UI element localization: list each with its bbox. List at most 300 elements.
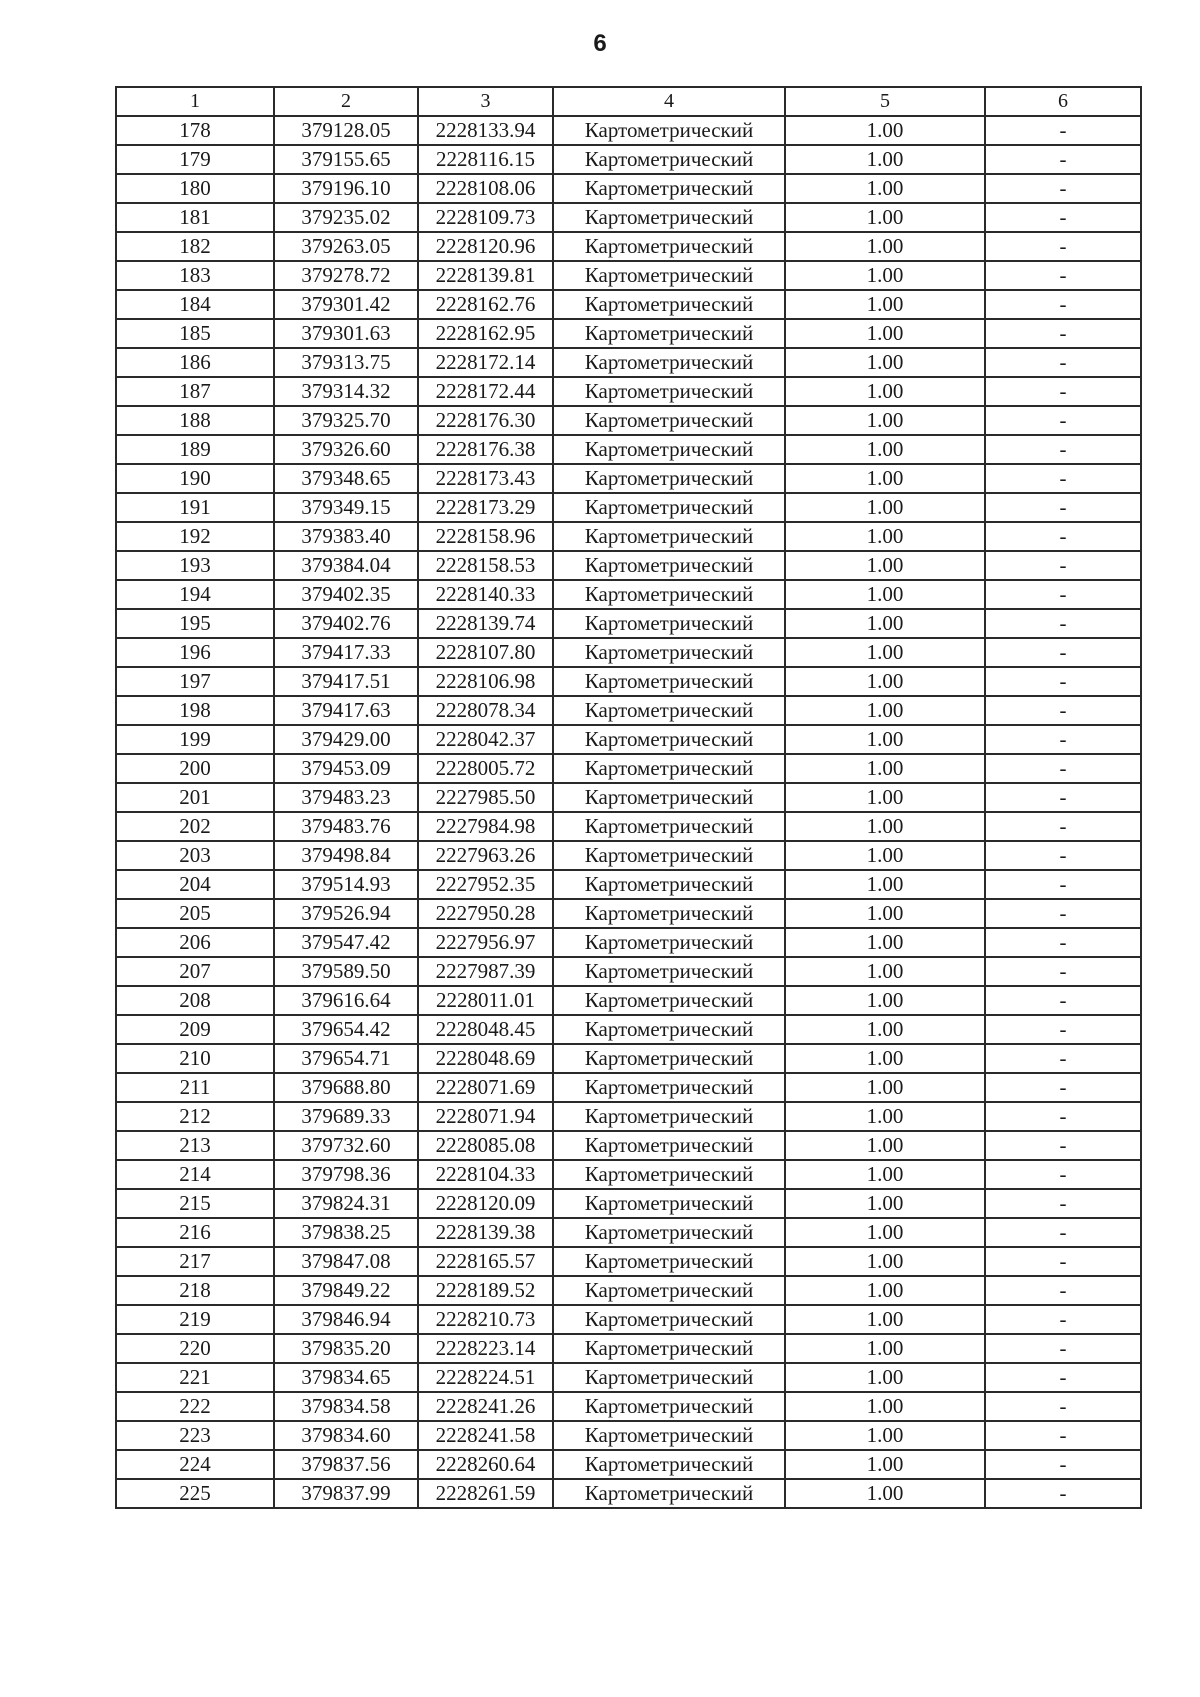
table-row <box>116 667 1141 696</box>
y-coordinate-cell: 2228078.34 <box>418 696 553 725</box>
x-coordinate-cell: 379453.09 <box>274 754 418 783</box>
x-coordinate-cell: 379417.51 <box>274 667 418 696</box>
method-cell: Картометрический <box>553 290 785 319</box>
y-coordinate-cell: 2228189.52 <box>418 1276 553 1305</box>
description-cell: - <box>985 348 1141 377</box>
x-coordinate-cell: 379498.84 <box>274 841 418 870</box>
accuracy-cell: 1.00 <box>785 986 985 1015</box>
point-number-cell: 198 <box>116 696 274 725</box>
method-cell: Картометрический <box>553 261 785 290</box>
x-coordinate-cell: 379834.58 <box>274 1392 418 1421</box>
y-coordinate-cell: 2228140.33 <box>418 580 553 609</box>
y-coordinate-cell: 2228011.01 <box>418 986 553 1015</box>
accuracy-cell: 1.00 <box>785 812 985 841</box>
description-cell: - <box>985 754 1141 783</box>
accuracy-cell: 1.00 <box>785 261 985 290</box>
method-cell: Картометрический <box>553 725 785 754</box>
table-row <box>116 261 1141 290</box>
accuracy-cell: 1.00 <box>785 290 985 319</box>
point-number-cell: 216 <box>116 1218 274 1247</box>
method-cell: Картометрический <box>553 435 785 464</box>
y-coordinate-cell: 2228162.76 <box>418 290 553 319</box>
description-cell: - <box>985 1421 1141 1450</box>
description-cell: - <box>985 493 1141 522</box>
y-coordinate-cell: 2228104.33 <box>418 1160 553 1189</box>
point-number-cell: 204 <box>116 870 274 899</box>
column-header: 3 <box>418 87 553 116</box>
description-cell: - <box>985 580 1141 609</box>
method-cell: Картометрический <box>553 1218 785 1247</box>
table-row <box>116 522 1141 551</box>
accuracy-cell: 1.00 <box>785 1276 985 1305</box>
y-coordinate-cell: 2228176.30 <box>418 406 553 435</box>
description-cell: - <box>985 783 1141 812</box>
description-cell: - <box>985 928 1141 957</box>
y-coordinate-cell: 2227952.35 <box>418 870 553 899</box>
table-row <box>116 1073 1141 1102</box>
table-row <box>116 1363 1141 1392</box>
x-coordinate-cell: 379417.33 <box>274 638 418 667</box>
point-number-cell: 185 <box>116 319 274 348</box>
description-cell: - <box>985 1015 1141 1044</box>
accuracy-cell: 1.00 <box>785 580 985 609</box>
table-row <box>116 899 1141 928</box>
accuracy-cell: 1.00 <box>785 522 985 551</box>
description-cell: - <box>985 725 1141 754</box>
description-cell: - <box>985 609 1141 638</box>
table-row <box>116 145 1141 174</box>
y-coordinate-cell: 2227963.26 <box>418 841 553 870</box>
column-header: 1 <box>116 87 274 116</box>
method-cell: Картометрический <box>553 812 785 841</box>
description-cell: - <box>985 1131 1141 1160</box>
method-cell: Картометрический <box>553 986 785 1015</box>
method-cell: Картометрический <box>553 1421 785 1450</box>
description-cell: - <box>985 1479 1141 1508</box>
accuracy-cell: 1.00 <box>785 725 985 754</box>
point-number-cell: 199 <box>116 725 274 754</box>
point-number-cell: 210 <box>116 1044 274 1073</box>
description-cell: - <box>985 899 1141 928</box>
method-cell: Картометрический <box>553 1247 785 1276</box>
description-cell: - <box>985 406 1141 435</box>
method-cell: Картометрический <box>553 841 785 870</box>
accuracy-cell: 1.00 <box>785 1247 985 1276</box>
point-number-cell: 225 <box>116 1479 274 1508</box>
table-row <box>116 1218 1141 1247</box>
method-cell: Картометрический <box>553 957 785 986</box>
accuracy-cell: 1.00 <box>785 1015 985 1044</box>
point-number-cell: 209 <box>116 1015 274 1044</box>
y-coordinate-cell: 2228173.43 <box>418 464 553 493</box>
table-row <box>116 1160 1141 1189</box>
point-number-cell: 221 <box>116 1363 274 1392</box>
method-cell: Картометрический <box>553 522 785 551</box>
y-coordinate-cell: 2228133.94 <box>418 116 553 145</box>
y-coordinate-cell: 2228005.72 <box>418 754 553 783</box>
y-coordinate-cell: 2228173.29 <box>418 493 553 522</box>
x-coordinate-cell: 379417.63 <box>274 696 418 725</box>
y-coordinate-cell: 2228210.73 <box>418 1305 553 1334</box>
point-number-cell: 213 <box>116 1131 274 1160</box>
point-number-cell: 190 <box>116 464 274 493</box>
y-coordinate-cell: 2228176.38 <box>418 435 553 464</box>
point-number-cell: 196 <box>116 638 274 667</box>
y-coordinate-cell: 2227956.97 <box>418 928 553 957</box>
method-cell: Картометрический <box>553 1392 785 1421</box>
y-coordinate-cell: 2228109.73 <box>418 203 553 232</box>
accuracy-cell: 1.00 <box>785 464 985 493</box>
accuracy-cell: 1.00 <box>785 203 985 232</box>
point-number-cell: 197 <box>116 667 274 696</box>
table-row <box>116 1334 1141 1363</box>
method-cell: Картометрический <box>553 1015 785 1044</box>
point-number-cell: 222 <box>116 1392 274 1421</box>
description-cell: - <box>985 1392 1141 1421</box>
x-coordinate-cell: 379402.35 <box>274 580 418 609</box>
x-coordinate-cell: 379689.33 <box>274 1102 418 1131</box>
table-row <box>116 1450 1141 1479</box>
x-coordinate-cell: 379325.70 <box>274 406 418 435</box>
point-number-cell: 215 <box>116 1189 274 1218</box>
table-row <box>116 290 1141 319</box>
description-cell: - <box>985 638 1141 667</box>
accuracy-cell: 1.00 <box>785 957 985 986</box>
x-coordinate-cell: 379654.42 <box>274 1015 418 1044</box>
method-cell: Картометрический <box>553 174 785 203</box>
description-cell: - <box>985 841 1141 870</box>
point-number-cell: 214 <box>116 1160 274 1189</box>
y-coordinate-cell: 2228172.14 <box>418 348 553 377</box>
description-cell: - <box>985 870 1141 899</box>
table-row <box>116 435 1141 464</box>
accuracy-cell: 1.00 <box>785 899 985 928</box>
table-row <box>116 1392 1141 1421</box>
description-cell: - <box>985 667 1141 696</box>
description-cell: - <box>985 232 1141 261</box>
accuracy-cell: 1.00 <box>785 1160 985 1189</box>
y-coordinate-cell: 2228116.15 <box>418 145 553 174</box>
method-cell: Картометрический <box>553 1479 785 1508</box>
y-coordinate-cell: 2227984.98 <box>418 812 553 841</box>
accuracy-cell: 1.00 <box>785 493 985 522</box>
x-coordinate-cell: 379835.20 <box>274 1334 418 1363</box>
x-coordinate-cell: 379402.76 <box>274 609 418 638</box>
x-coordinate-cell: 379847.08 <box>274 1247 418 1276</box>
y-coordinate-cell: 2228260.64 <box>418 1450 553 1479</box>
x-coordinate-cell: 379384.04 <box>274 551 418 580</box>
method-cell: Картометрический <box>553 493 785 522</box>
y-coordinate-cell: 2228048.45 <box>418 1015 553 1044</box>
accuracy-cell: 1.00 <box>785 667 985 696</box>
description-cell: - <box>985 464 1141 493</box>
description-cell: - <box>985 696 1141 725</box>
x-coordinate-cell: 379263.05 <box>274 232 418 261</box>
table-row <box>116 1189 1141 1218</box>
description-cell: - <box>985 812 1141 841</box>
method-cell: Картометрический <box>553 667 785 696</box>
y-coordinate-cell: 2228106.98 <box>418 667 553 696</box>
x-coordinate-cell: 379301.42 <box>274 290 418 319</box>
x-coordinate-cell: 379128.05 <box>274 116 418 145</box>
x-coordinate-cell: 379514.93 <box>274 870 418 899</box>
method-cell: Картометрический <box>553 580 785 609</box>
y-coordinate-cell: 2228241.58 <box>418 1421 553 1450</box>
point-number-cell: 182 <box>116 232 274 261</box>
description-cell: - <box>985 1450 1141 1479</box>
x-coordinate-cell: 379654.71 <box>274 1044 418 1073</box>
point-number-cell: 180 <box>116 174 274 203</box>
point-number-cell: 224 <box>116 1450 274 1479</box>
accuracy-cell: 1.00 <box>785 174 985 203</box>
table-row <box>116 1305 1141 1334</box>
y-coordinate-cell: 2228158.53 <box>418 551 553 580</box>
y-coordinate-cell: 2228139.74 <box>418 609 553 638</box>
method-cell: Картометрический <box>553 1131 785 1160</box>
table-row <box>116 348 1141 377</box>
accuracy-cell: 1.00 <box>785 841 985 870</box>
point-number-cell: 211 <box>116 1073 274 1102</box>
table-row <box>116 1247 1141 1276</box>
x-coordinate-cell: 379349.15 <box>274 493 418 522</box>
description-cell: - <box>985 1189 1141 1218</box>
accuracy-cell: 1.00 <box>785 870 985 899</box>
accuracy-cell: 1.00 <box>785 783 985 812</box>
x-coordinate-cell: 379798.36 <box>274 1160 418 1189</box>
y-coordinate-cell: 2228158.96 <box>418 522 553 551</box>
y-coordinate-cell: 2228108.06 <box>418 174 553 203</box>
point-number-cell: 189 <box>116 435 274 464</box>
y-coordinate-cell: 2228241.26 <box>418 1392 553 1421</box>
method-cell: Картометрический <box>553 1276 785 1305</box>
accuracy-cell: 1.00 <box>785 638 985 667</box>
table-row <box>116 319 1141 348</box>
x-coordinate-cell: 379326.60 <box>274 435 418 464</box>
accuracy-cell: 1.00 <box>785 1218 985 1247</box>
table-row <box>116 609 1141 638</box>
point-number-cell: 193 <box>116 551 274 580</box>
description-cell: - <box>985 145 1141 174</box>
table-row <box>116 638 1141 667</box>
point-number-cell: 181 <box>116 203 274 232</box>
method-cell: Картометрический <box>553 145 785 174</box>
point-number-cell: 183 <box>116 261 274 290</box>
y-coordinate-cell: 2228223.14 <box>418 1334 553 1363</box>
point-number-cell: 205 <box>116 899 274 928</box>
method-cell: Картометрический <box>553 232 785 261</box>
y-coordinate-cell: 2228172.44 <box>418 377 553 406</box>
table-row <box>116 725 1141 754</box>
table-row <box>116 957 1141 986</box>
method-cell: Картометрический <box>553 203 785 232</box>
y-coordinate-cell: 2228071.94 <box>418 1102 553 1131</box>
method-cell: Картометрический <box>553 783 785 812</box>
method-cell: Картометрический <box>553 1334 785 1363</box>
point-number-cell: 206 <box>116 928 274 957</box>
x-coordinate-cell: 379688.80 <box>274 1073 418 1102</box>
x-coordinate-cell: 379732.60 <box>274 1131 418 1160</box>
method-cell: Картометрический <box>553 1102 785 1131</box>
table-row <box>116 928 1141 957</box>
point-number-cell: 207 <box>116 957 274 986</box>
description-cell: - <box>985 1276 1141 1305</box>
point-number-cell: 191 <box>116 493 274 522</box>
description-cell: - <box>985 116 1141 145</box>
description-cell: - <box>985 1334 1141 1363</box>
accuracy-cell: 1.00 <box>785 348 985 377</box>
column-header: 5 <box>785 87 985 116</box>
table-row <box>116 580 1141 609</box>
x-coordinate-cell: 379313.75 <box>274 348 418 377</box>
accuracy-cell: 1.00 <box>785 551 985 580</box>
y-coordinate-cell: 2228139.81 <box>418 261 553 290</box>
table-row <box>116 493 1141 522</box>
accuracy-cell: 1.00 <box>785 696 985 725</box>
method-cell: Картометрический <box>553 1044 785 1073</box>
x-coordinate-cell: 379301.63 <box>274 319 418 348</box>
page-number: 6 <box>593 30 607 57</box>
point-number-cell: 186 <box>116 348 274 377</box>
y-coordinate-cell: 2228165.57 <box>418 1247 553 1276</box>
table-row <box>116 1479 1141 1508</box>
x-coordinate-cell: 379196.10 <box>274 174 418 203</box>
point-number-cell: 184 <box>116 290 274 319</box>
accuracy-cell: 1.00 <box>785 406 985 435</box>
point-number-cell: 217 <box>116 1247 274 1276</box>
method-cell: Картометрический <box>553 609 785 638</box>
description-cell: - <box>985 261 1141 290</box>
y-coordinate-cell: 2227950.28 <box>418 899 553 928</box>
point-number-cell: 200 <box>116 754 274 783</box>
table-row <box>116 551 1141 580</box>
point-number-cell: 223 <box>116 1421 274 1450</box>
method-cell: Картометрический <box>553 377 785 406</box>
table-row <box>116 1015 1141 1044</box>
y-coordinate-cell: 2228139.38 <box>418 1218 553 1247</box>
method-cell: Картометрический <box>553 406 785 435</box>
method-cell: Картометрический <box>553 928 785 957</box>
point-number-cell: 188 <box>116 406 274 435</box>
y-coordinate-cell: 2227985.50 <box>418 783 553 812</box>
point-number-cell: 218 <box>116 1276 274 1305</box>
description-cell: - <box>985 551 1141 580</box>
method-cell: Картометрический <box>553 116 785 145</box>
table-row <box>116 754 1141 783</box>
y-coordinate-cell: 2227987.39 <box>418 957 553 986</box>
accuracy-cell: 1.00 <box>785 1479 985 1508</box>
point-number-cell: 192 <box>116 522 274 551</box>
x-coordinate-cell: 379849.22 <box>274 1276 418 1305</box>
x-coordinate-cell: 379834.65 <box>274 1363 418 1392</box>
y-coordinate-cell: 2228120.09 <box>418 1189 553 1218</box>
description-cell: - <box>985 1073 1141 1102</box>
method-cell: Картометрический <box>553 870 785 899</box>
x-coordinate-cell: 379278.72 <box>274 261 418 290</box>
point-number-cell: 179 <box>116 145 274 174</box>
x-coordinate-cell: 379589.50 <box>274 957 418 986</box>
description-cell: - <box>985 1247 1141 1276</box>
table-row <box>116 116 1141 145</box>
accuracy-cell: 1.00 <box>785 1363 985 1392</box>
x-coordinate-cell: 379846.94 <box>274 1305 418 1334</box>
description-cell: - <box>985 1044 1141 1073</box>
x-coordinate-cell: 379526.94 <box>274 899 418 928</box>
accuracy-cell: 1.00 <box>785 609 985 638</box>
x-coordinate-cell: 379314.32 <box>274 377 418 406</box>
x-coordinate-cell: 379547.42 <box>274 928 418 957</box>
accuracy-cell: 1.00 <box>785 1131 985 1160</box>
table-row <box>116 986 1141 1015</box>
method-cell: Картометрический <box>553 464 785 493</box>
y-coordinate-cell: 2228162.95 <box>418 319 553 348</box>
table-row <box>116 203 1141 232</box>
description-cell: - <box>985 435 1141 464</box>
point-number-cell: 219 <box>116 1305 274 1334</box>
table-row <box>116 464 1141 493</box>
table-row <box>116 1102 1141 1131</box>
y-coordinate-cell: 2228042.37 <box>418 725 553 754</box>
method-cell: Картометрический <box>553 899 785 928</box>
point-number-cell: 201 <box>116 783 274 812</box>
point-number-cell: 208 <box>116 986 274 1015</box>
x-coordinate-cell: 379483.23 <box>274 783 418 812</box>
x-coordinate-cell: 379838.25 <box>274 1218 418 1247</box>
method-cell: Картометрический <box>553 1189 785 1218</box>
method-cell: Картометрический <box>553 1160 785 1189</box>
accuracy-cell: 1.00 <box>785 145 985 174</box>
accuracy-cell: 1.00 <box>785 319 985 348</box>
y-coordinate-cell: 2228107.80 <box>418 638 553 667</box>
method-cell: Картометрический <box>553 1450 785 1479</box>
description-cell: - <box>985 522 1141 551</box>
table-row <box>116 696 1141 725</box>
x-coordinate-cell: 379837.99 <box>274 1479 418 1508</box>
table-header-row <box>116 87 1141 116</box>
column-header: 2 <box>274 87 418 116</box>
method-cell: Картометрический <box>553 696 785 725</box>
accuracy-cell: 1.00 <box>785 1334 985 1363</box>
table-row <box>116 870 1141 899</box>
method-cell: Картометрический <box>553 319 785 348</box>
x-coordinate-cell: 379348.65 <box>274 464 418 493</box>
table-row <box>116 812 1141 841</box>
accuracy-cell: 1.00 <box>785 1450 985 1479</box>
accuracy-cell: 1.00 <box>785 1305 985 1334</box>
x-coordinate-cell: 379383.40 <box>274 522 418 551</box>
accuracy-cell: 1.00 <box>785 1392 985 1421</box>
x-coordinate-cell: 379235.02 <box>274 203 418 232</box>
column-header: 4 <box>553 87 785 116</box>
description-cell: - <box>985 1305 1141 1334</box>
table-body <box>116 116 1141 1508</box>
description-cell: - <box>985 1102 1141 1131</box>
x-coordinate-cell: 379429.00 <box>274 725 418 754</box>
description-cell: - <box>985 290 1141 319</box>
point-number-cell: 202 <box>116 812 274 841</box>
y-coordinate-cell: 2228071.69 <box>418 1073 553 1102</box>
point-number-cell: 194 <box>116 580 274 609</box>
y-coordinate-cell: 2228224.51 <box>418 1363 553 1392</box>
point-number-cell: 212 <box>116 1102 274 1131</box>
x-coordinate-cell: 379616.64 <box>274 986 418 1015</box>
y-coordinate-cell: 2228261.59 <box>418 1479 553 1508</box>
table-row <box>116 232 1141 261</box>
description-cell: - <box>985 986 1141 1015</box>
accuracy-cell: 1.00 <box>785 928 985 957</box>
table-row <box>116 1131 1141 1160</box>
method-cell: Картометрический <box>553 348 785 377</box>
accuracy-cell: 1.00 <box>785 1073 985 1102</box>
